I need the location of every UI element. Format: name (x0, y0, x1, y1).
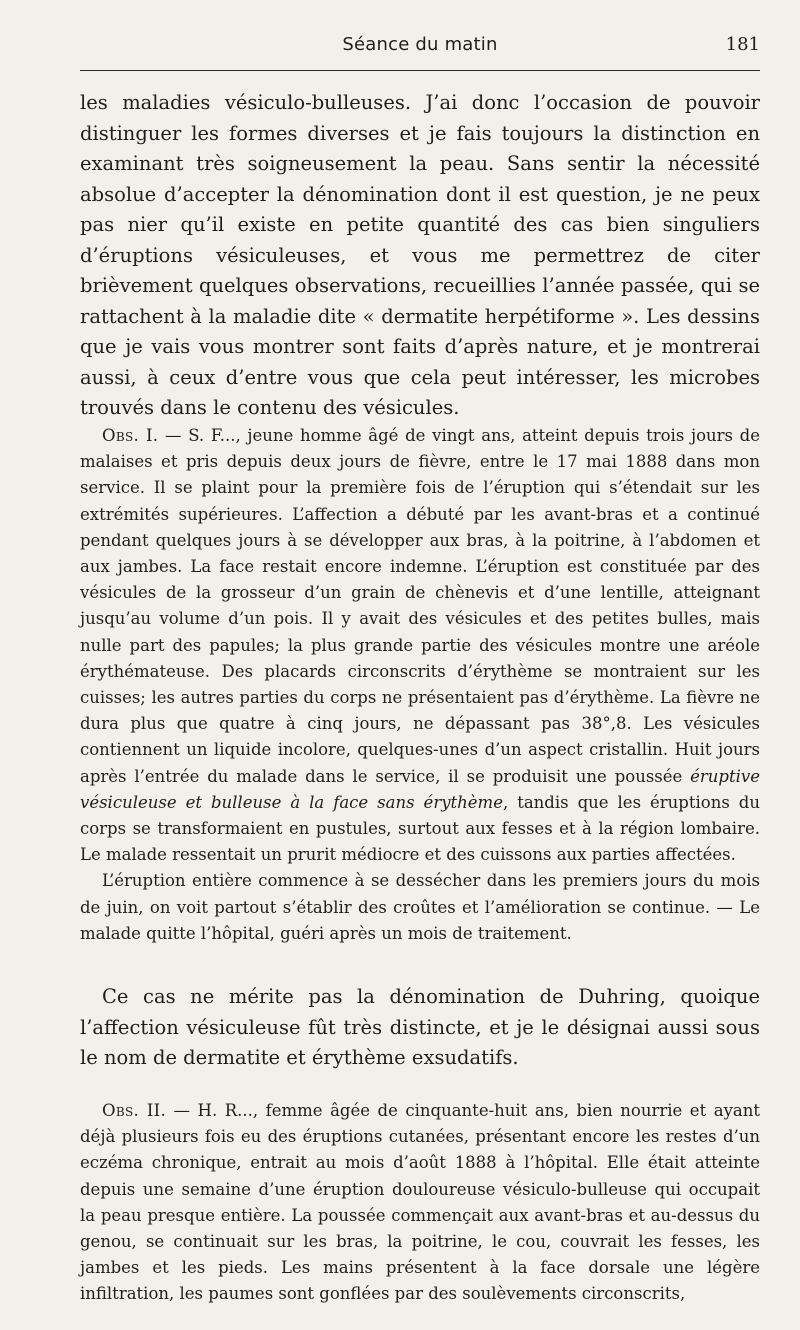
page-number: 181 (725, 34, 760, 55)
observation-1-tail-text: , tandis que les éruptions du corps se transformaient en pustules, surtout aux fesses et à la région lombaire. Le malade ressentait un prurit médiocre et des cuissons aux parties affectées. (80, 792, 760, 865)
running-head (80, 30, 760, 66)
observation-2-label: Obs. II. (102, 1101, 167, 1120)
observation-1-italic-text: éruptive vésiculeuse et bulleuse à la face sans érythème (80, 766, 760, 812)
observation-1-paragraph-1 (80, 423, 760, 868)
running-title: Séance du matin (342, 34, 498, 55)
observation-1-paragraph-2: L’éruption entière commence à se dessécher dans les premiers jours du mois de juin, on voit partout s’établir des croûtes et l’amélioration se continue. — Le malade quitte l’hôpital, guéri après un mois de traitement. (80, 871, 760, 943)
header-rule (80, 70, 760, 71)
observation-1-label: Obs. I. (102, 426, 159, 445)
comment-paragraph: Ce cas ne mérite pas la dénomination de Duhring, quoique l’affection vésiculeuse fût très distincte, et je le désignai aussi sous le nom de dermatite et érythème exsudatifs. (80, 985, 760, 1069)
observation-2-paragraph (80, 1098, 760, 1308)
intro-paragraph: les maladies vésiculo-bulleuses. J’ai donc l’occasion de pouvoir distinguer les formes diverses et je fais toujours la distinction en examinant très soigneusement la peau. Sans sentir la nécessité absolue d’accepter la dénomination dont il est question, je ne peux pas nier qu’il existe en petite quantité des cas bien singuliers d’éruptions vésiculeuses, et vous me permettrez de citer brièvement quelques observations, recueillies l’année passée, qui se rattachent à la maladie dite « dermatite herpétiforme ». Les dessins que je vais vous montrer sont faits d’après nature, et je montrerai aussi, à ceux d’entre vous que cela peut intéresser, les microbes trouvés dans le contenu des vésicules. (80, 91, 760, 419)
observation-2-text: — H. R..., femme âgée de cinquante-huit ans, bien nourrie et ayant déjà plusieurs fois eu des éruptions cutanées, présentant encore les restes d’un eczéma chronique, entrait au mois d’août 1888 à l’hôpital. Elle était atteinte depuis une semaine d’une éruption douloureuse vésiculo-bulleuse qui occupait la peau presque entière. La poussée commençait aux avant-bras et au-dessus du genou, se continuait sur les bras, la poitrine, le cou, couvrait les fesses, les jambes et les pieds. Les mains présentent à la face dorsale une légère infiltration, les paumes sont gonflées par des soulèvements circonscrits, (80, 1101, 760, 1304)
observation-1-lead-text: — S. F..., jeune homme âgé de vingt ans, atteint depuis trois jours de malaises et pris depuis deux jours de fièvre, entre le 17 mai 1888 dans mon service. Il se plaint pour la première fois de l’éruption qui s’étendait sur les extrémités supérieures. L’affection a débuté par les avant-bras et a continué pendant quelques jours à se développer aux bras, à la poitrine, à l’abdomen et aux jambes. La face restait encore indemne. L’éruption est constituée par des vésicules de la grosseur d’un grain de chènevis et d’une lentille, atteignant jusqu’au volume d’un pois. Il y avait des vésicules et des petites bulles, mais nulle part des papules; la plus grande partie des vésicules montre une aréole érythémateuse. Des placards circonscrits d’érythème se montraient sur les cuisses; les autres parties du corps ne présentaient pas d’érythème. La fièvre ne dura plus que quatre à cinq jours, ne dépassant pas 38°,8. Les vésicules contiennent un liquide incolore, quelques-unes d’un aspect cristallin. Huit jours après l’entrée du malade dans le service, il se produisit une poussée (80, 426, 761, 786)
observation-1 (80, 423, 760, 947)
